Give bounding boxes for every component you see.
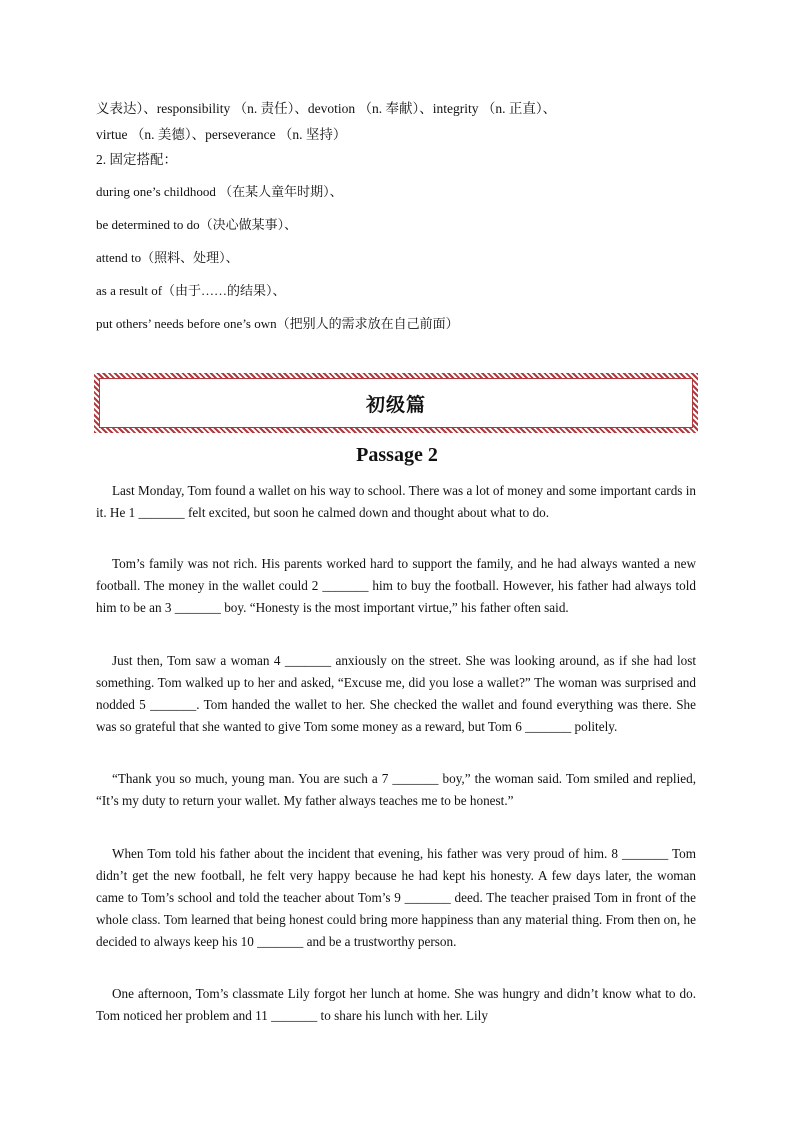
phrase-item: put others’ needs before one’s own（把别人的需求放在自己前面）	[96, 316, 459, 331]
paragraph-text: Just then, Tom saw a woman 4 _______ anxiously on the street. She was looking around, as if she had lost something. Tom walked up to her and asked, “Excuse me, did you lose a wallet?” The woman was surprised and nodded 5 _______. Tom handed the wallet to her. She checked the wallet and found everything was there. She was so grateful that she wanted to give Tom some money as a reward, but Tom 6 _______ politely.	[96, 653, 696, 734]
paragraph-text: One afternoon, Tom’s classmate Lily forgot her lunch at home. She was hungry and didn’t know what to do. Tom noticed her problem and 11 _______ to share his lunch with her. Lily	[96, 986, 696, 1023]
section-banner	[94, 373, 698, 433]
phrase-item: be determined to do（决心做某事）、	[96, 217, 298, 232]
phrase-item: during one’s childhood （在某人童年时期）、	[96, 184, 343, 199]
phrase-item: as a result of（由于……的结果）、	[96, 283, 286, 298]
paragraph-text: “Thank you so much, young man. You are such a 7 _______ boy,” the woman said. Tom smiled and replied, “It’s my duty to return your wallet. My father always teaches me to be honest.”	[96, 771, 696, 808]
paragraph-text: When Tom told his father about the incident that evening, his father was very proud of him. 8 _______ Tom didn’t get the new football, he felt very happy because he had kept his honesty. A few days later, the woman came to Tom’s school and told the teacher about Tom’s 9 _______ deed. The teacher praised Tom in front of the whole class. Tom learned that being honest could bring more happiness than any material thing. From then on, he decided to always keep his 10 _______ and be a trustworthy person.	[96, 846, 696, 949]
passage-paragraph	[96, 843, 696, 953]
passage-paragraph	[96, 480, 696, 524]
vocab-line-1: 义表达）、responsibility （n. 责任）、devotion （n. 奉献）、integrity （n. 正直）、	[96, 101, 557, 116]
paragraph-text: Tom’s family was not rich. His parents worked hard to support the family, and he had always wanted a new football. The money in the wallet could 2 _______ him to buy the football. However, his father had always told him to be an 3 _______ boy. “Honesty is the most important virtue,” his father often said.	[96, 556, 696, 615]
passage-title: Passage 2	[356, 444, 438, 466]
passage-paragraph	[96, 650, 696, 738]
section-banner-frame	[99, 378, 693, 428]
passage-paragraph	[96, 768, 696, 812]
phrase-item: attend to（照料、处理）、	[96, 250, 239, 265]
passage-paragraph	[96, 983, 696, 1027]
vocab-line-2: virtue （n. 美德）、perseverance （n. 坚持）	[96, 127, 347, 142]
section-banner-title: 初级篇	[365, 393, 426, 416]
phrases-heading: 2. 固定搭配：	[96, 152, 177, 167]
passage-paragraph	[96, 553, 696, 619]
paragraph-text: Last Monday, Tom found a wallet on his way to school. There was a lot of money and some important cards in it. He 1 _______ felt excited, but soon he calmed down and thought about what to do.	[96, 483, 696, 520]
